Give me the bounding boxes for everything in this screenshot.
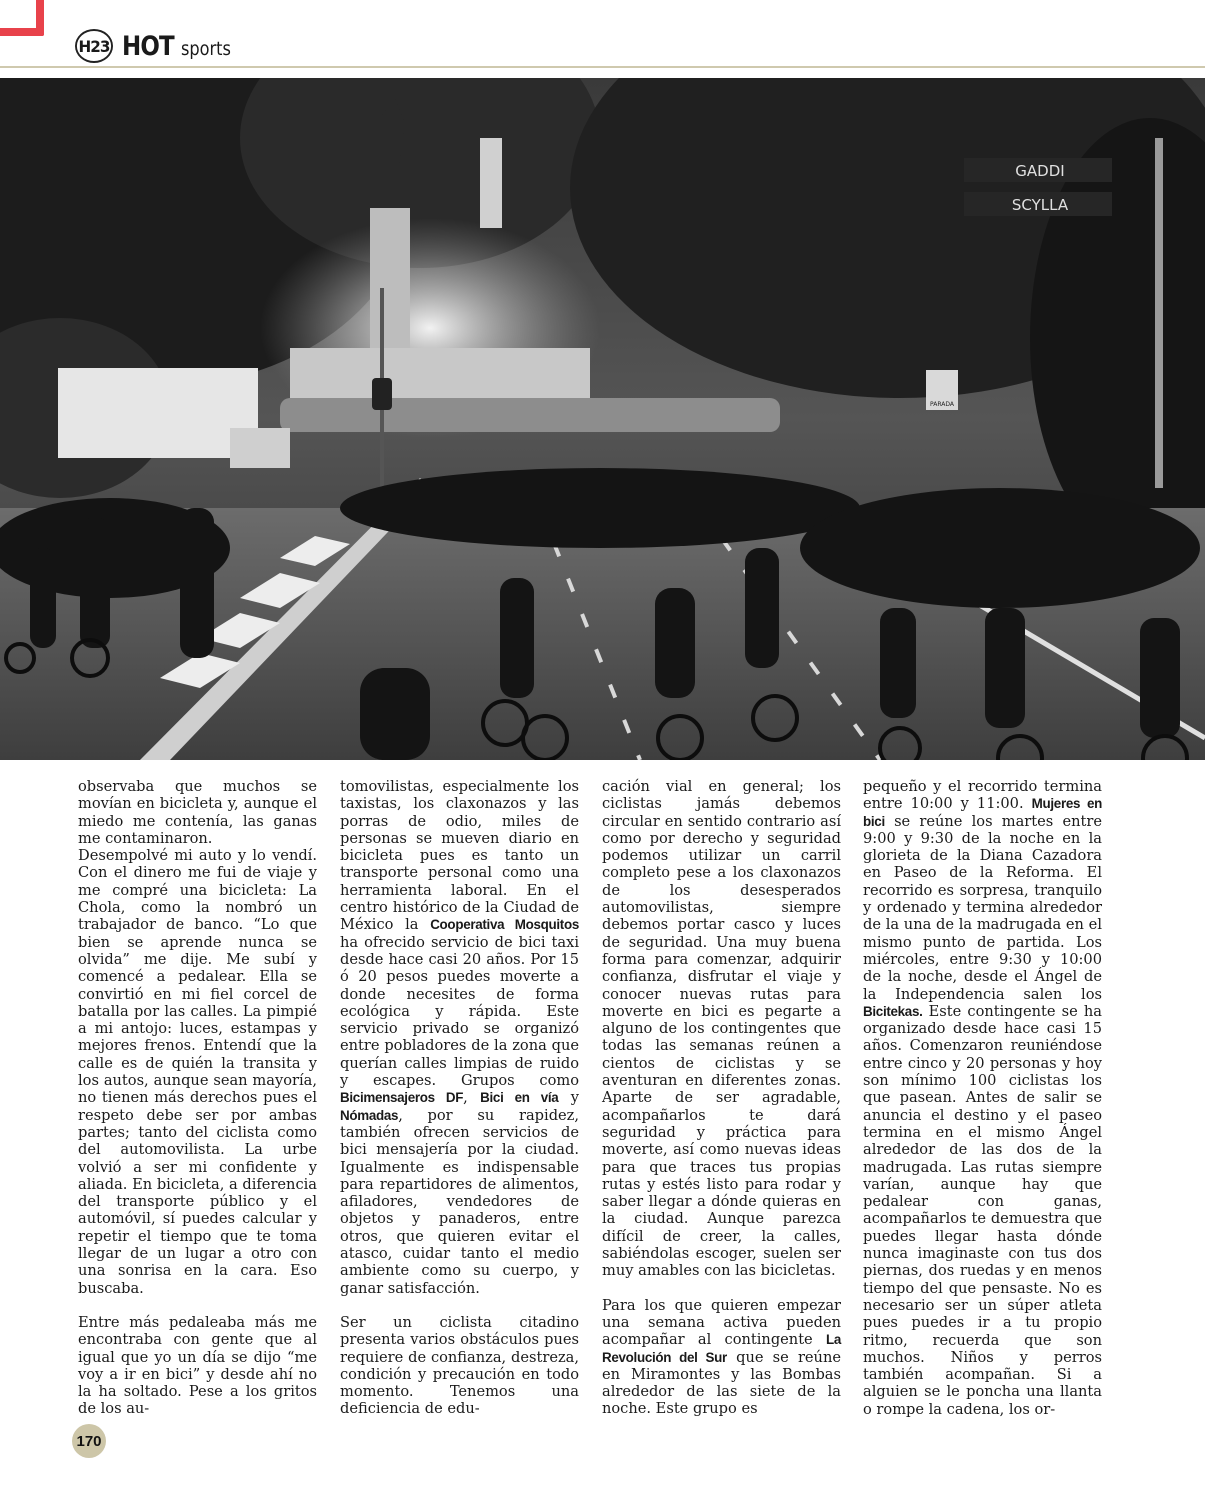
col1-paragraph: Entre más pedaleaba más me encontraba con gente que al igual que yo un día se dijo “me voy a ir en bici” y desde ahí no la ha soltado. Pese a los gritos de los au- (78, 1313, 317, 1418)
highlight-cooperativa: Cooperativa Mosquitos (430, 917, 579, 933)
photo-illustration (0, 78, 1205, 760)
page-number: 170 (72, 1424, 106, 1458)
col4-paragraph: pequeño y el recorrido termina entre 10:00 y 11:00. Mujeres en bici se reúne los martes entre 9:00 y 9:30 de la noche en la glorieta de la Diana Cazadora en Paseo de la Reforma. El recorrido es sorpresa, tranquilo y ordenado y termina alrededor de la una de la madrugada en el mismo punto de partida. Los miércoles, entre 9:30 y 10:00 de la noche, desde el Ángel de la Independencia salen los Bicitekas. Este contingente se ha organizado desde hace casi 15 años. Comenzaron reuniéndose entre cinco y 20 personas y hoy son mínimo 100 ciclistas los que pasean. Antes de salir se anuncia el destino y el paseo termina en el mismo Ángel alrededor de las dos de la madrugada. Las rutas siempre varían, aunque hay que pedalear con ganas, acompañarlos te demuestra que puedes llegar hasta dónde nunca imaginaste con tus dos piernas, dos ruedas y en menos tiempo del que pensaste. No es necesario ser un súper atleta pues puedes ir a tu propio ritmo, recuerda que son muchos. Niños y perros también acompañan. Si a alguien se le poncha una llanta o rompe la cadena, los or- (863, 778, 1102, 1418)
header-rule (0, 66, 1205, 68)
col3-paragraph: Para los que quieren empezar una semana activa pueden acompañar al contingente La Revolución del Sur que se reúne en Miramontes y las Bombas alrededor de las siete de la noche. Este grupo es (602, 1296, 841, 1418)
col1-paragraph: Desempolvé mi auto y lo vendí. Con el dinero me fui de viaje y me compré una bicicleta: La Chola, como la nombró un trabajador de banco. “Lo que bien se aprende nunca se olvida” me dije. Me subí y comencé a pedalear. Ella se convirtió en mi fiel corcel de batalla por las calles. La pimpié a mi antojo: luces, estampas y mejores frenos. Entendí que la calle es de quién la transita y los autos, aunque sean mayoría, no tienen más derechos pues el respeto debe ser por ambas partes; tanto del ciclista como del automovilista. La urbe volvió a ser mi confidente y aliada. En bicicleta, a diferencia del transporte público y el automóvil, sí puedes calcular y repetir el tiempo que te toma llegar de un lugar a otro con una sonrisa en la cara. Eso buscaba. (78, 847, 317, 1297)
highlight-mujeres-en-bici: Mujeres en bici (863, 796, 1102, 829)
highlight-bicitekas: Bicitekas. (863, 1003, 923, 1019)
cyclists-photo (0, 78, 1205, 760)
truck (58, 368, 258, 458)
street-sign-scylla-text: SCYLLA (1011, 196, 1069, 214)
column-3 (602, 778, 841, 1418)
highlight-nomadas: Nómadas (340, 1107, 399, 1123)
column-2 (340, 778, 579, 1418)
highlight-revolucion-del-sur: La Revolución del Sur (602, 1332, 841, 1365)
street-sign-gaddi-text: GADDI (1015, 162, 1065, 180)
highlight-bicimensajeros: Bicimensajeros DF (340, 1090, 464, 1106)
svg-text:PARADA: PARADA (930, 401, 954, 408)
corner-accent (0, 0, 44, 36)
column-4 (863, 778, 1102, 1418)
section-badge: H23 (75, 29, 113, 63)
article-body (78, 778, 1102, 1418)
column-1 (78, 778, 317, 1418)
traffic-light (372, 378, 392, 410)
fountain-column (370, 208, 410, 348)
col1-paragraph: observaba que muchos se movían en bicicleta y, aunque el miedo me contenía, las ganas me contaminaron. (78, 778, 317, 847)
masthead (74, 26, 240, 66)
section-name: sports (180, 38, 231, 60)
col3-paragraph: cación vial en general; los ciclistas jamás debemos circular en sentido contrario así como por derecho y seguridad podemos utilizar un carril completo pese a los claxonazos de los desesperados automovilistas, siempre debemos portar casco y luces de seguridad. Una muy buena forma para comenzar, adquirir confianza, disfrutar el viaje y conocer nuevas rutas para moverte en bici es pegarte a alguno de los contingentes que todas las semanas reúnen a cientos de ciclistas y se aventuran en diferentes zonas. Aparte de ser agradable, acompañarlos te dará seguridad y práctica para moverte, así como nuevas ideas para que traces tus propias rutas y estés listo para rodar y saber llegar a dónde quieras en la ciudad. Aunque parezca difícil de creer, la calles, sabiéndolas escoger, suelen ser muy amables con las bicicletas. (602, 778, 841, 1280)
highlight-bici-en-via: Bici en vía (480, 1090, 559, 1106)
col2-paragraph: Ser un ciclista citadino presenta varios obstáculos pues requiere de confianza, destreza, condición y precaución en todo momento. Tenemos una deficiencia de edu- (340, 1313, 579, 1418)
sign-pole (1155, 138, 1163, 488)
col2-paragraph: tomovilistas, especialmente los taxistas, los claxonazos y las porras de odio, miles de personas se mueven diario en bicicleta pues es tanto un transporte personal como una herramienta laboral. En el centro histórico de la Ciudad de México la Cooperativa Mosquitos ha ofrecido servicio de bici taxi desde hace casi 20 años. Por 15 ó 20 pesos puedes moverte a donde necesites de forma ecológica y rápida. Este servicio privado se organizó entre pobladores de la zona que querían calles limpias de ruido y escapes. Grupos como Bicimensajeros DF, Bici en vía y Nómadas, por su rapidez, también ofrecen servicios de bici mensajería por la ciudad. Igualmente es indispensable para repartidores de alimentos, afiladores, vendedores de objetos y panaderos, entre otros, que quieren evitar el atasco, cuidar tanto el medio ambiente como su cuerpo, y ganar satisfacción. (340, 778, 580, 1297)
brand-name: HOT (122, 30, 174, 62)
